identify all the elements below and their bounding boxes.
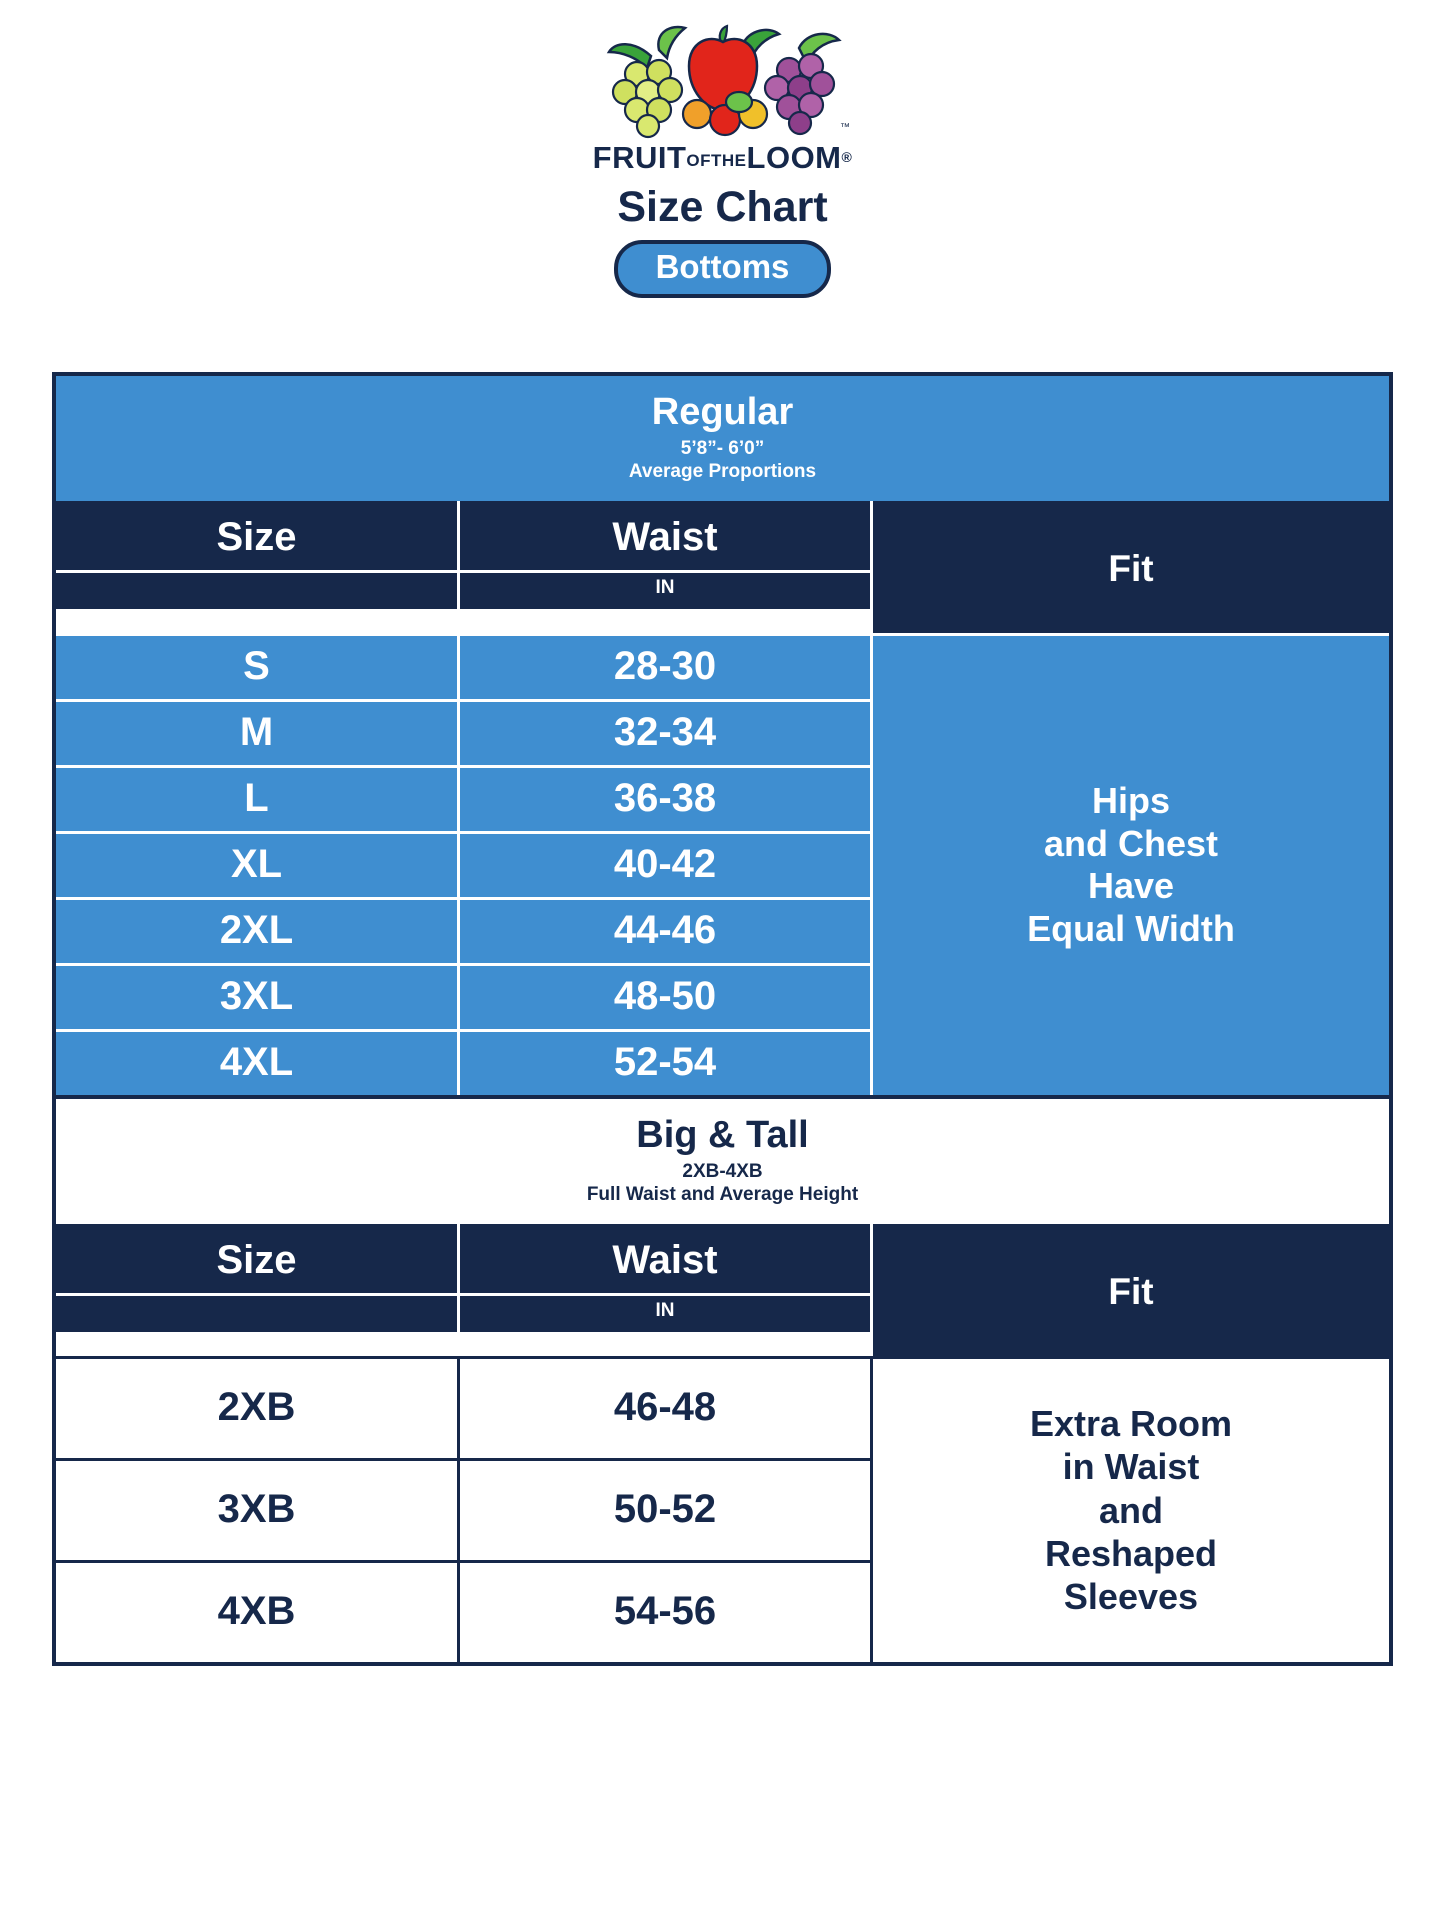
table-row: 4XB (56, 1560, 460, 1662)
table-row: 28-30 (460, 633, 873, 699)
regular-fit-line-1: Hips (1091, 780, 1170, 822)
bigtall-band-title: Big & Tall (636, 1113, 809, 1156)
registered-icon: ® (841, 149, 853, 165)
bigtall-section-band (56, 1095, 1389, 1224)
brand-fruit: FRUIT (592, 140, 687, 175)
bigtall-fit-line-4: Reshaped (1044, 1532, 1218, 1574)
bigtall-col-size: Size (56, 1224, 460, 1293)
table-row: L (56, 765, 460, 831)
regular-band-proportions: Average Proportions (628, 460, 817, 482)
bigtall-fit-line-2: in Waist (1062, 1446, 1200, 1488)
bigtall-waist-unit: IN (460, 1293, 873, 1332)
bigtall-band-description: Full Waist and Average Height (586, 1183, 859, 1205)
regular-band-title: Regular (651, 391, 794, 433)
regular-waist-unit: IN (460, 570, 873, 609)
brand-wordmark (0, 142, 1445, 173)
category-badge: Bottoms (614, 240, 832, 298)
regular-col-fit: Fit (873, 501, 1389, 633)
table-row: 54-56 (460, 1560, 873, 1662)
bigtall-size-unit-blank (56, 1293, 460, 1332)
table-row: 2XL (56, 897, 460, 963)
regular-header-size-group (56, 501, 460, 633)
brand-of: OF (686, 151, 712, 170)
regular-header-row (56, 501, 1389, 633)
table-row: M (56, 699, 460, 765)
regular-fit-line-4: Equal Width (1027, 907, 1235, 949)
bigtall-fit-line-3: and (1098, 1489, 1163, 1531)
regular-fit-line-2: and Chest (1043, 822, 1219, 864)
regular-header-waist-group (460, 501, 873, 633)
bigtall-header-waist-group (460, 1224, 873, 1356)
bigtall-header-size-group (56, 1224, 460, 1356)
table-row: 46-48 (460, 1356, 873, 1458)
regular-data-grid (56, 633, 1389, 1095)
table-row: 2XB (56, 1356, 460, 1458)
bigtall-size-column (56, 1356, 460, 1662)
table-row: 3XL (56, 963, 460, 1029)
trademark-glyph: ™ (839, 122, 850, 133)
regular-col-waist: Waist (460, 501, 873, 570)
regular-band-height: 5’8”- 6’0” (680, 437, 765, 459)
regular-fit-line-3: Have (1087, 865, 1175, 907)
bigtall-header-row (56, 1224, 1389, 1356)
table-row: 52-54 (460, 1029, 873, 1095)
table-row: S (56, 633, 460, 699)
bigtall-fit-line-5: Sleeves (1063, 1575, 1199, 1617)
bigtall-col-waist: Waist (460, 1224, 873, 1293)
page-header (0, 0, 1445, 298)
brand-the: THE (711, 151, 747, 170)
bigtall-data-grid (56, 1356, 1389, 1662)
regular-size-unit-blank (56, 570, 460, 609)
bigtall-waist-column (460, 1356, 873, 1662)
table-row: 50-52 (460, 1458, 873, 1560)
regular-col-size: Size (56, 501, 460, 570)
table-row: 36-38 (460, 765, 873, 831)
bigtall-fit-description (873, 1356, 1389, 1662)
table-row: 3XB (56, 1458, 460, 1560)
regular-waist-column (460, 633, 873, 1095)
table-row: 44-46 (460, 897, 873, 963)
bigtall-fit-line-1: Extra Room (1029, 1403, 1233, 1445)
bigtall-band-range: 2XB-4XB (682, 1160, 763, 1182)
regular-fit-description (873, 633, 1389, 1095)
regular-section-band (56, 376, 1389, 501)
table-row: 40-42 (460, 831, 873, 897)
table-row: 4XL (56, 1029, 460, 1095)
page-title: Size Chart (617, 183, 828, 231)
regular-size-column (56, 633, 460, 1095)
table-row: XL (56, 831, 460, 897)
size-chart-table (52, 372, 1393, 1666)
bigtall-col-fit: Fit (873, 1224, 1389, 1356)
table-row: 48-50 (460, 963, 873, 1029)
table-row: 32-34 (460, 699, 873, 765)
brand-loom: LOOM (746, 140, 842, 175)
fruit-cluster-icon (593, 22, 853, 140)
